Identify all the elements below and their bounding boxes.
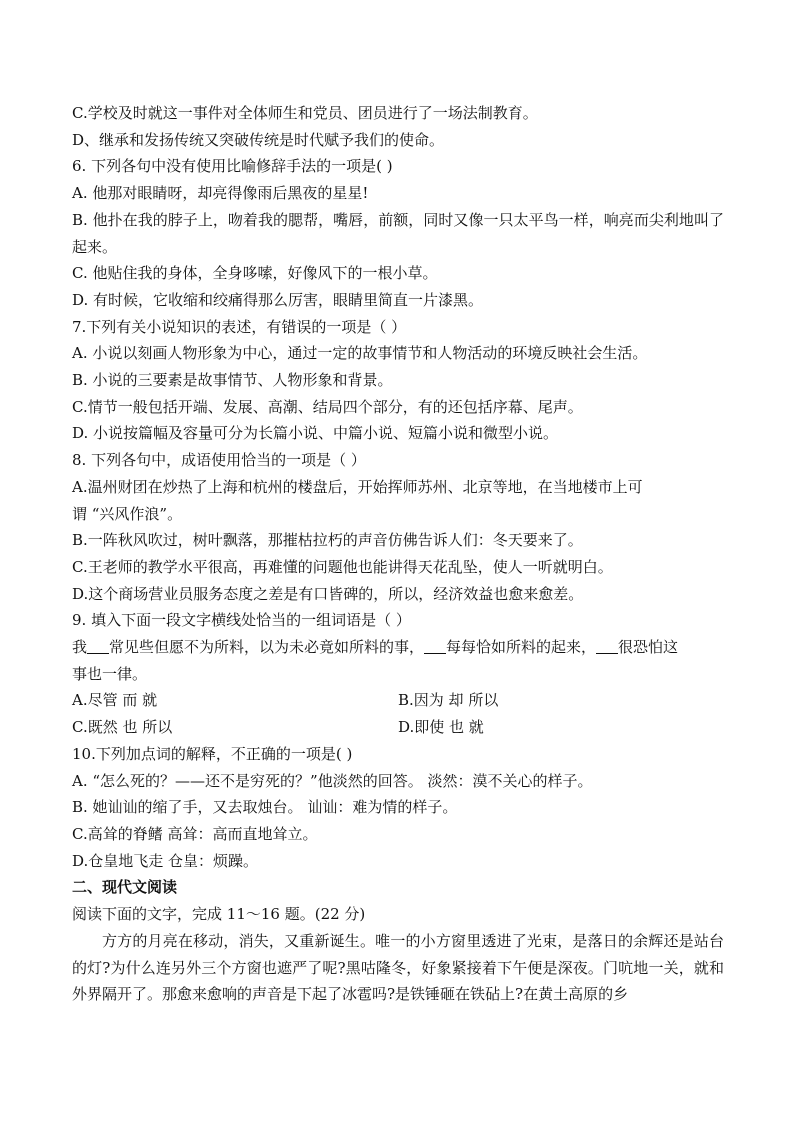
q5-option-d: D、继承和发扬传统又突破传统是时代赋予我们的使命。 xyxy=(72,130,445,149)
q6-option-a: A. 他那对眼睛呀，却亮得像雨后黑夜的星星! xyxy=(72,184,369,203)
q9-text-1: 我 xyxy=(72,638,88,657)
fill-blank-3 xyxy=(596,639,618,654)
q9-options-row-1 xyxy=(72,687,724,714)
q7-option-c: C.情节一般包括开端、发展、高潮、结局四个部分，有的还包括序幕、尾声。 xyxy=(72,397,583,416)
q6-option-d: D. 有时候，它收缩和绞痛得那么厉害，眼睛里简直一片漆黑。 xyxy=(72,290,484,309)
q9-text-2: 常见些但愿不为所料，以为未必竟如所料的事， xyxy=(109,638,425,657)
q7-option-b: B. 小说的三要素是故事情节、人物形象和背景。 xyxy=(72,371,393,390)
q9-text-4: 很恐怕这 xyxy=(618,638,679,657)
q10-option-a: A. “怎么死的？——还不是穷死的？”他淡然的回答。 淡然：漠不关心的样子。 xyxy=(72,771,593,790)
q9-option-d: D.即使 也 就 xyxy=(398,718,484,737)
fill-blank-2 xyxy=(424,639,446,654)
q10-option-b: B. 她讪讪的缩了手，又去取烛台。 讪讪：难为情的样子。 xyxy=(72,798,458,817)
q10-option-c: C.高耸的脊鳍 高耸：高而直地耸立。 xyxy=(72,824,318,843)
q8-option-a-line1: A.温州财团在炒热了上海和杭州的楼盘后，开始挥师苏州、北京等地，在当地楼市上可 xyxy=(72,477,643,496)
q10-option-d: D.仓皇地飞走 仓皇：烦躁。 xyxy=(72,851,259,870)
q9-option-a: A.尽管 而 就 xyxy=(72,691,158,710)
q9-options-row-2 xyxy=(72,714,724,741)
q5-option-c: C.学校及时就这一事件对全体师生和党员、团员进行了一场法制教育。 xyxy=(72,104,538,122)
q9-passage-line1 xyxy=(72,634,724,661)
question-7: 7.下列有关小说知识的表述，有错误的一项是（ ） xyxy=(72,317,407,336)
q7-option-a: A. 小说以刻画人物形象为中心，通过一定的故事情节和人物活动的环境反映社会生活。 xyxy=(72,344,648,363)
q6-option-c: C. 他贴住我的身体，全身哆嗦，好像风下的一根小草。 xyxy=(72,264,438,283)
q8-option-b: B.一阵秋风吹过，树叶飘落，那摧枯拉朽的声音仿佛告诉人们：冬天要来了。 xyxy=(72,531,583,550)
section-heading-2: 二、现代文阅读 xyxy=(72,878,178,897)
question-8: 8. 下列各句中，成语使用恰当的一项是（ ） xyxy=(72,451,366,470)
q9-text-3: 每每恰如所料的起来， xyxy=(446,638,597,657)
reading-passage: 方方的月亮在移动，消失，又重新诞生。唯一的小方窗里透进了光束，是落日的余辉还是站台的灯?为什么连另外三个方窗也遮严了呢?黑咕隆冬，好象紧接着下午便是深夜。门吭地一关，就和外界隔开了。那愈来愈响的声音是下起了冰雹吗?是铁锤砸在铁砧上?在黄土高原的乡 xyxy=(72,931,724,1004)
document-page xyxy=(72,100,724,1008)
q7-option-d: D. 小说按篇幅及容量可分为长篇小说、中篇小说、短篇小说和微型小说。 xyxy=(72,424,559,443)
question-6: 6. 下列各句中没有使用比喻修辞手法的一项是( ) xyxy=(72,157,393,176)
question-10: 10.下列加点词的解释，不正确的一项是( ) xyxy=(72,744,353,763)
reading-instruction: 阅读下面的文字，完成 11～16 题。(22 分) xyxy=(72,905,366,924)
q8-option-a-line2: 谓 “兴风作浪”。 xyxy=(72,504,183,523)
q9-passage-line2: 事也一律。 xyxy=(72,664,148,683)
q9-option-b: B.因为 却 所以 xyxy=(398,691,499,710)
fill-blank-1 xyxy=(87,639,109,654)
q8-option-c: C.王老师的教学水平很高，再难懂的问题他也能讲得天花乱坠，使人一听就明白。 xyxy=(72,557,613,576)
q9-option-c: C.既然 也 所以 xyxy=(72,718,173,737)
q8-option-d: D.这个商场营业员服务态度之差是有口皆碑的，所以，经济效益也愈来愈差。 xyxy=(72,584,584,603)
question-9: 9. 填入下面一段文字横线处恰当的一组词语是（ ） xyxy=(72,611,411,630)
q6-option-b: B. 他扑在我的脖子上，吻着我的腮帮，嘴唇，前额，同时又像一只太平鸟一样，响亮而尖利地叫了起来。 xyxy=(72,210,724,256)
